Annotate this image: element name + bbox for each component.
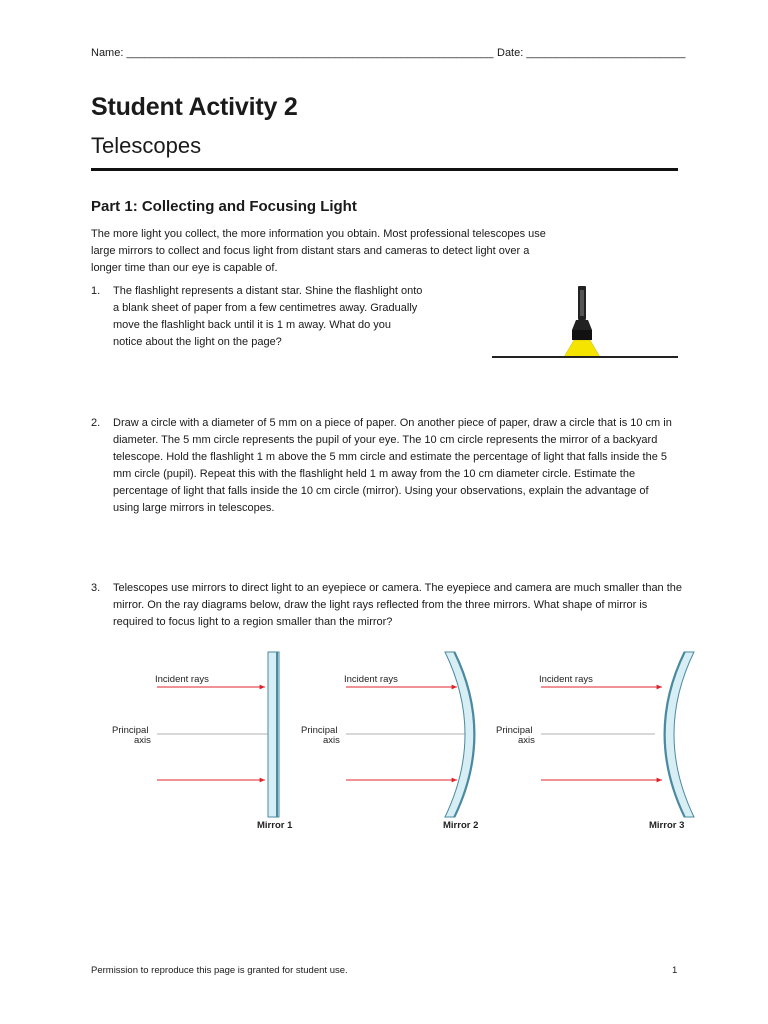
page-subtitle: Telescopes — [91, 133, 202, 158]
principal-label-3: Principal — [496, 725, 533, 736]
diagram-mirror-2 — [301, 652, 478, 831]
page-number: 1 — [672, 965, 678, 976]
incident-rays-label-1: Incident rays — [155, 674, 209, 685]
concave-mirror-shape — [664, 652, 694, 817]
title-divider — [91, 168, 678, 171]
intro-paragraph: The more light you collect, the more information you obtain. Most professional telescopes use large mirrors to collect and focus light from distant stars and cameras to detect light over a longer time than our eye is capable of. — [91, 228, 546, 274]
question-3-number: 3. — [91, 582, 101, 594]
section-heading-part1: Part 1: Collecting and Focusing Light — [91, 198, 357, 215]
flashlight-head — [572, 320, 592, 330]
flashlight-beam — [564, 340, 600, 357]
principal-label-2: Principal — [301, 725, 338, 736]
convex-mirror-shape — [445, 652, 475, 817]
diagram-mirror-3 — [496, 652, 694, 831]
page-title: Student Activity 2 — [91, 93, 298, 121]
question-3-text: Telescopes use mirrors to direct light to an eyepiece or camera. The eyepiece and camera are much smaller than the mirror. On the ray diagrams below, draw the light rays reflected from the three mirrors. What shape of mirror is required to focus light to a region smaller than the mirror? — [113, 582, 683, 628]
name-field-line: Name: ____________________________________________________________ — [91, 47, 494, 59]
permission-notice: Permission to reproduce this page is granted for student use. — [91, 965, 348, 976]
question-1-number: 1. — [91, 285, 101, 297]
incident-rays-label-3: Incident rays — [539, 674, 593, 685]
mirror-label-3: Mirror 3 — [649, 820, 685, 831]
principal-label-1: Principal — [112, 725, 149, 736]
incident-rays-label-2: Incident rays — [344, 674, 398, 685]
question-1-text: The flashlight represents a distant star. Shine the flashlight onto a blank sheet of paper from a few centimetres away. Gradually move the flashlight back until it is 1 m away. What do you notice about the light on the page? — [113, 285, 423, 348]
question-2-number: 2. — [91, 417, 101, 429]
mirror-label-1: Mirror 1 — [257, 820, 293, 831]
mirror-ray-diagrams — [100, 645, 700, 840]
date-field-line: Date: __________________________ — [497, 47, 686, 59]
axis-label-2: axis — [323, 735, 340, 746]
mirror-label-2: Mirror 2 — [443, 820, 479, 831]
flashlight-illustration — [490, 282, 680, 364]
axis-label-1: axis — [134, 735, 151, 746]
flashlight-lens — [572, 330, 592, 340]
flashlight-grip-line — [580, 290, 584, 316]
axis-label-3: axis — [518, 735, 535, 746]
question-2-text: Draw a circle with a diameter of 5 mm on a piece of paper. On another piece of paper, draw a circle that is 10 cm in diameter. The 5 mm circle represents the pupil of your eye. The 10 cm circle represents the mirror of a backyard telescope. Hold the flashlight 1 m above the 5 mm circle and estimate the percentage of light that falls inside the 5 mm circle (pupil). Repeat this with the flashlight held 1 m away from the 10 cm diameter circle. Estimate the percentage of light that falls inside the 10 cm circle (mirror). Using your observations, explain the advantage of using large mirrors in telescopes. — [113, 417, 672, 514]
diagram-mirror-1 — [112, 652, 293, 831]
